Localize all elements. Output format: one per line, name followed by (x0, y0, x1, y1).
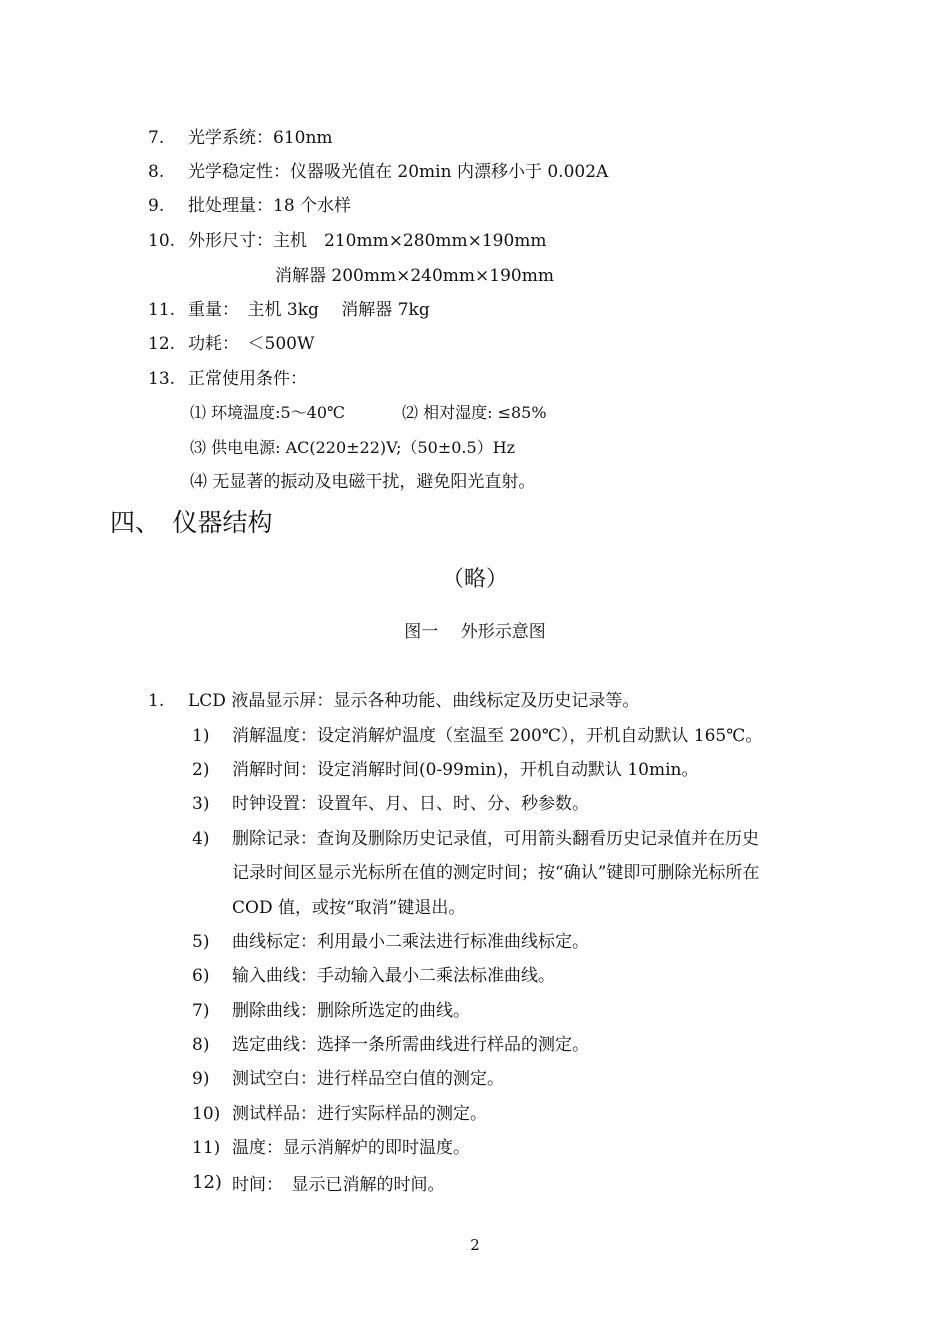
function-text: 时钟设置：设置年、月、日、时、分、秒参数。 (232, 794, 589, 814)
function-text-continuation: 记录时间区显示光标所在值的测定时间；按“确认”键即可删除光标所在 (232, 863, 760, 883)
function-number: 11) (192, 1138, 221, 1158)
spec-text: 光学系统：610nm (188, 128, 333, 148)
function-text: 消解温度：设定消解炉温度（室温至 200℃），开机自动默认 165℃。 (232, 726, 763, 746)
function-number: 8) (192, 1035, 210, 1055)
spec-text: 重量： 主机 3kg 消解器 7kg (188, 300, 430, 320)
function-text: 时间： 显示已消解的时间。 (232, 1175, 445, 1195)
spec-text: 外形尺寸：主机 210mm×280mm×190mm (188, 231, 547, 251)
section-heading: 四、 仪器结构 (110, 508, 273, 537)
component-text: LCD 液晶显示屏：显示各种功能、曲线标定及历史记录等。 (188, 691, 640, 711)
function-text: 测试样品：进行实际样品的测定。 (232, 1104, 487, 1124)
function-text: 输入曲线：手动输入最小二乘法标准曲线。 (232, 966, 555, 986)
page-number: 2 (470, 1236, 480, 1254)
spec-number: 8. (148, 162, 165, 182)
spec-text: 光学稳定性：仪器吸光值在 20min 内漂移小于 0.002A (188, 162, 609, 182)
function-number: 2) (192, 760, 210, 780)
function-number: 9) (192, 1069, 210, 1089)
spec-text: 正常使用条件： (188, 369, 307, 389)
function-number: 3) (192, 794, 210, 814)
spec-number: 10. (148, 231, 176, 251)
function-text: 删除记录：查询及删除历史记录值，可用箭头翻看历史记录值并在历史 (232, 829, 759, 849)
spec-text-continuation: 消解器 200mm×240mm×190mm (275, 266, 554, 286)
spec-number: 9. (148, 196, 165, 216)
component-number: 1. (148, 691, 165, 711)
function-number: 10) (192, 1104, 221, 1124)
function-number: 7) (192, 1001, 210, 1021)
spec-number: 7. (148, 128, 165, 148)
function-text: 曲线标定：利用最小二乘法进行标准曲线标定。 (232, 932, 589, 952)
function-number: 12) (192, 1172, 222, 1193)
condition-power-supply: ⑶ 供电电源: AC(220±22)V;（50±0.5）Hz (190, 438, 516, 457)
spec-number: 13. (148, 369, 176, 389)
function-number: 1) (192, 726, 210, 746)
function-text-continuation: COD 值，或按“取消”键退出。 (232, 898, 466, 918)
condition-temperature: ⑴ 环境温度:5～40℃ (190, 403, 345, 422)
condition-humidity: ⑵ 相对湿度: ≤85% (402, 403, 547, 422)
function-text: 测试空白：进行样品空白值的测定。 (232, 1069, 504, 1089)
function-number: 5) (192, 932, 210, 952)
condition-environment: ⑷ 无显著的振动及电磁干扰，避免阳光直射。 (190, 472, 536, 492)
spec-number: 11. (148, 300, 176, 320)
figure-caption: 图一 外形示意图 (404, 622, 546, 642)
function-text: 选定曲线：选择一条所需曲线进行样品的测定。 (232, 1035, 589, 1055)
spec-text: 批处理量：18 个水样 (188, 196, 352, 216)
spec-number: 12. (148, 334, 176, 354)
spec-text: 功耗： ＜500W (188, 334, 315, 354)
function-text: 消解时间：设定消解时间(0-99min)，开机自动默认 10min。 (232, 760, 699, 780)
function-number: 6) (192, 966, 210, 986)
function-text: 温度：显示消解炉的即时温度。 (232, 1138, 470, 1158)
figure-placeholder: （略） (441, 567, 508, 592)
function-number: 4) (192, 829, 210, 849)
function-text: 删除曲线：删除所选定的曲线。 (232, 1001, 470, 1021)
